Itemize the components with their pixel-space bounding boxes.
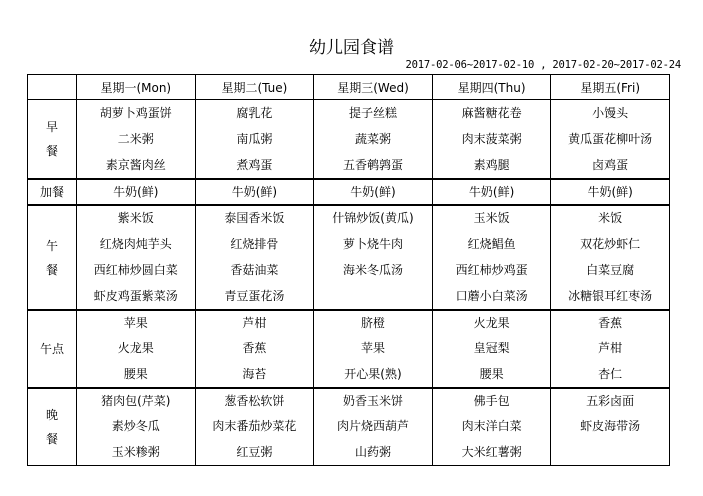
meal-row-snack — [28, 179, 670, 205]
dish-item: 火龙果 — [473, 316, 510, 331]
dish-item: 牛奶(鲜) — [587, 185, 633, 199]
dish-list — [433, 100, 551, 178]
meal-label-char: 早 — [45, 120, 58, 134]
dish-item: 南瓜粥 — [236, 131, 273, 146]
dish-list — [196, 206, 314, 309]
dish-item: 牛奶(鲜) — [231, 185, 278, 199]
menu-cell — [314, 100, 433, 180]
dish-list — [196, 180, 314, 204]
dish-item: 大米红薯粥 — [461, 444, 522, 459]
dish-item: 腰果 — [123, 366, 148, 381]
dish-item: 二米粥 — [117, 131, 154, 146]
meal-row-afternoon-snack — [28, 310, 670, 388]
dish-item: 五香鹌鹑蛋 — [342, 157, 403, 172]
dish-list — [196, 100, 314, 178]
dish-item: 双花炒虾仁 — [580, 237, 641, 252]
dish-item: 肉片烧西葫芦 — [336, 419, 409, 434]
dish-list — [314, 206, 432, 309]
dish-item: 冰糖银耳红枣汤 — [568, 288, 653, 303]
dish-item: 提子丝糕 — [348, 105, 397, 120]
header-day: 星期一(Mon) — [77, 75, 196, 100]
dish-item — [314, 284, 432, 309]
menu-cell — [314, 310, 433, 388]
menu-cell — [551, 179, 670, 205]
dish-list — [77, 100, 195, 178]
dish-item: 火龙果 — [117, 341, 154, 356]
meal-label-text — [28, 120, 76, 158]
dish-item: 萝卜烧牛肉 — [342, 237, 403, 252]
dish-item: 腐乳花 — [236, 105, 273, 120]
meal-row-breakfast — [28, 100, 670, 180]
dish-item: 海苔 — [242, 366, 267, 381]
dish-item: 素鸡腿 — [473, 157, 510, 172]
dish-item: 玉米糁粥 — [111, 444, 160, 459]
meal-label-text — [28, 408, 76, 446]
dish-item: 素炒冬瓜 — [111, 419, 160, 434]
dish-item: 小馒头 — [592, 105, 629, 120]
menu-cell — [195, 205, 314, 310]
dish-item: 肉末番茄炒菜花 — [212, 419, 297, 434]
menu-cell — [314, 179, 433, 205]
menu-cell — [195, 388, 314, 466]
meal-label-char: 午点 — [39, 342, 64, 356]
dish-item: 奶香玉米饼 — [342, 394, 403, 409]
header-day: 星期三(Wed) — [314, 75, 433, 100]
menu-cell — [432, 388, 551, 466]
meal-row-lunch — [28, 205, 670, 310]
dish-item: 煮鸡蛋 — [236, 157, 273, 172]
dish-item: 苹果 — [123, 316, 148, 331]
menu-cell — [77, 179, 196, 205]
dish-item: 香菇油菜 — [230, 262, 279, 277]
menu-cell — [77, 310, 196, 388]
menu-cell — [432, 100, 551, 180]
menu-cell — [551, 100, 670, 180]
dish-list — [314, 311, 432, 387]
meal-label-text — [28, 342, 76, 356]
dish-item: 什锦炒饭(黄瓜) — [332, 211, 414, 226]
dish-list — [551, 100, 669, 178]
header-day: 星期五(Fri) — [551, 75, 670, 100]
dish-item: 芦柑 — [242, 316, 267, 331]
header-day: 星期二(Tue) — [195, 75, 314, 100]
dish-list — [433, 206, 551, 309]
meal-label-char: 餐 — [45, 144, 58, 158]
dish-item: 牛奶(鲜) — [350, 185, 396, 199]
menu-cell — [77, 205, 196, 310]
dish-item: 素京酱肉丝 — [105, 157, 166, 172]
dish-item: 红烧排骨 — [230, 237, 279, 252]
dish-item: 蔬菜粥 — [354, 131, 391, 146]
dish-item — [551, 440, 669, 465]
menu-cell — [432, 179, 551, 205]
menu-cell — [314, 388, 433, 466]
dish-list — [551, 180, 669, 204]
dish-list — [314, 180, 432, 204]
menu-cell — [77, 388, 196, 466]
dish-item: 杏仁 — [598, 366, 623, 381]
dish-item: 胡萝卜鸡蛋饼 — [99, 105, 172, 120]
dish-list — [433, 311, 551, 387]
dish-item: 脐橙 — [360, 316, 385, 331]
dish-item: 山药粥 — [354, 444, 391, 459]
dish-item: 泰国香米饭 — [224, 211, 285, 226]
header-corner — [28, 75, 77, 100]
dish-list — [433, 180, 551, 204]
dish-item: 紫米饭 — [117, 211, 154, 226]
dish-item: 葱香松软饼 — [224, 394, 285, 409]
dish-item: 黄瓜蛋花柳叶汤 — [568, 131, 653, 146]
header-row — [28, 75, 670, 100]
dish-item: 香蕉 — [598, 316, 623, 331]
dish-item: 麻酱糖花卷 — [461, 105, 522, 120]
meal-label — [28, 310, 77, 388]
menu-cell — [314, 205, 433, 310]
dish-item: 香蕉 — [242, 341, 267, 356]
dish-item: 米饭 — [598, 211, 623, 226]
dish-item: 苹果 — [360, 341, 385, 356]
dish-item: 猪肉包(芹菜) — [101, 394, 171, 409]
menu-cell — [551, 310, 670, 388]
meal-label-char: 餐 — [45, 432, 58, 446]
menu-cell — [195, 310, 314, 388]
dish-item: 口蘑小白菜汤 — [455, 288, 528, 303]
dish-item: 红烧鲳鱼 — [467, 237, 516, 252]
dish-item: 虾皮海带汤 — [580, 419, 641, 434]
menu-cell — [551, 205, 670, 310]
menu-cell — [551, 388, 670, 466]
dish-item: 卤鸡蛋 — [592, 157, 629, 172]
meal-row-dinner — [28, 388, 670, 466]
menu-cell — [432, 310, 551, 388]
meal-label-text — [28, 185, 76, 199]
meal-label — [28, 205, 77, 310]
dish-item: 西红柿炒鸡蛋 — [455, 262, 528, 277]
menu-cell — [432, 205, 551, 310]
dish-item: 海米冬瓜汤 — [342, 262, 403, 277]
header-day: 星期四(Thu) — [432, 75, 551, 100]
dish-list — [314, 389, 432, 465]
date-range: 2017-02-06~2017-02-10 , 2017-02-20~2017-02-24 — [405, 59, 681, 71]
dish-item: 白菜豆腐 — [586, 262, 635, 277]
dish-item: 肉末洋白菜 — [461, 419, 522, 434]
dish-item: 玉米饭 — [473, 211, 510, 226]
dish-item: 肉末菠菜粥 — [461, 131, 522, 146]
menu-table — [27, 74, 670, 466]
dish-list — [314, 100, 432, 178]
dish-item: 红豆粥 — [236, 444, 273, 459]
dish-list — [551, 206, 669, 309]
dish-list — [196, 389, 314, 465]
dish-item: 牛奶(鲜) — [113, 185, 159, 199]
menu-cell — [195, 100, 314, 180]
dish-item: 芦柑 — [598, 341, 623, 356]
dish-list — [551, 389, 669, 465]
dish-item: 五彩卤面 — [586, 394, 635, 409]
dish-list — [551, 311, 669, 387]
dish-item: 红烧肉炖芋头 — [99, 237, 172, 252]
meal-label-char: 加餐 — [39, 185, 64, 199]
dish-item: 虾皮鸡蛋紫菜汤 — [93, 288, 178, 303]
dish-item: 腰果 — [479, 366, 504, 381]
dish-item: 西红柿炒圆白菜 — [93, 262, 178, 277]
dish-list — [196, 311, 314, 387]
dish-list — [77, 311, 195, 387]
meal-label-text — [28, 239, 76, 277]
page-title: 幼儿园食谱 — [309, 38, 394, 58]
meal-label-char: 晚 — [45, 408, 58, 422]
meal-label — [28, 179, 77, 205]
meal-label — [28, 100, 77, 180]
dish-list — [77, 389, 195, 465]
menu-cell — [195, 179, 314, 205]
dish-item: 青豆蛋花汤 — [224, 288, 285, 303]
dish-item: 开心果(熟) — [344, 366, 402, 381]
meal-label — [28, 388, 77, 466]
dish-list — [77, 180, 195, 204]
dish-item: 皇冠梨 — [473, 341, 510, 356]
dish-list — [77, 206, 195, 309]
menu-cell — [77, 100, 196, 180]
meal-label-char: 餐 — [45, 262, 58, 277]
dish-list — [433, 389, 551, 465]
dish-item: 牛奶(鲜) — [468, 185, 515, 199]
dish-item: 佛手包 — [473, 394, 510, 409]
meal-label-char: 午 — [45, 238, 58, 253]
